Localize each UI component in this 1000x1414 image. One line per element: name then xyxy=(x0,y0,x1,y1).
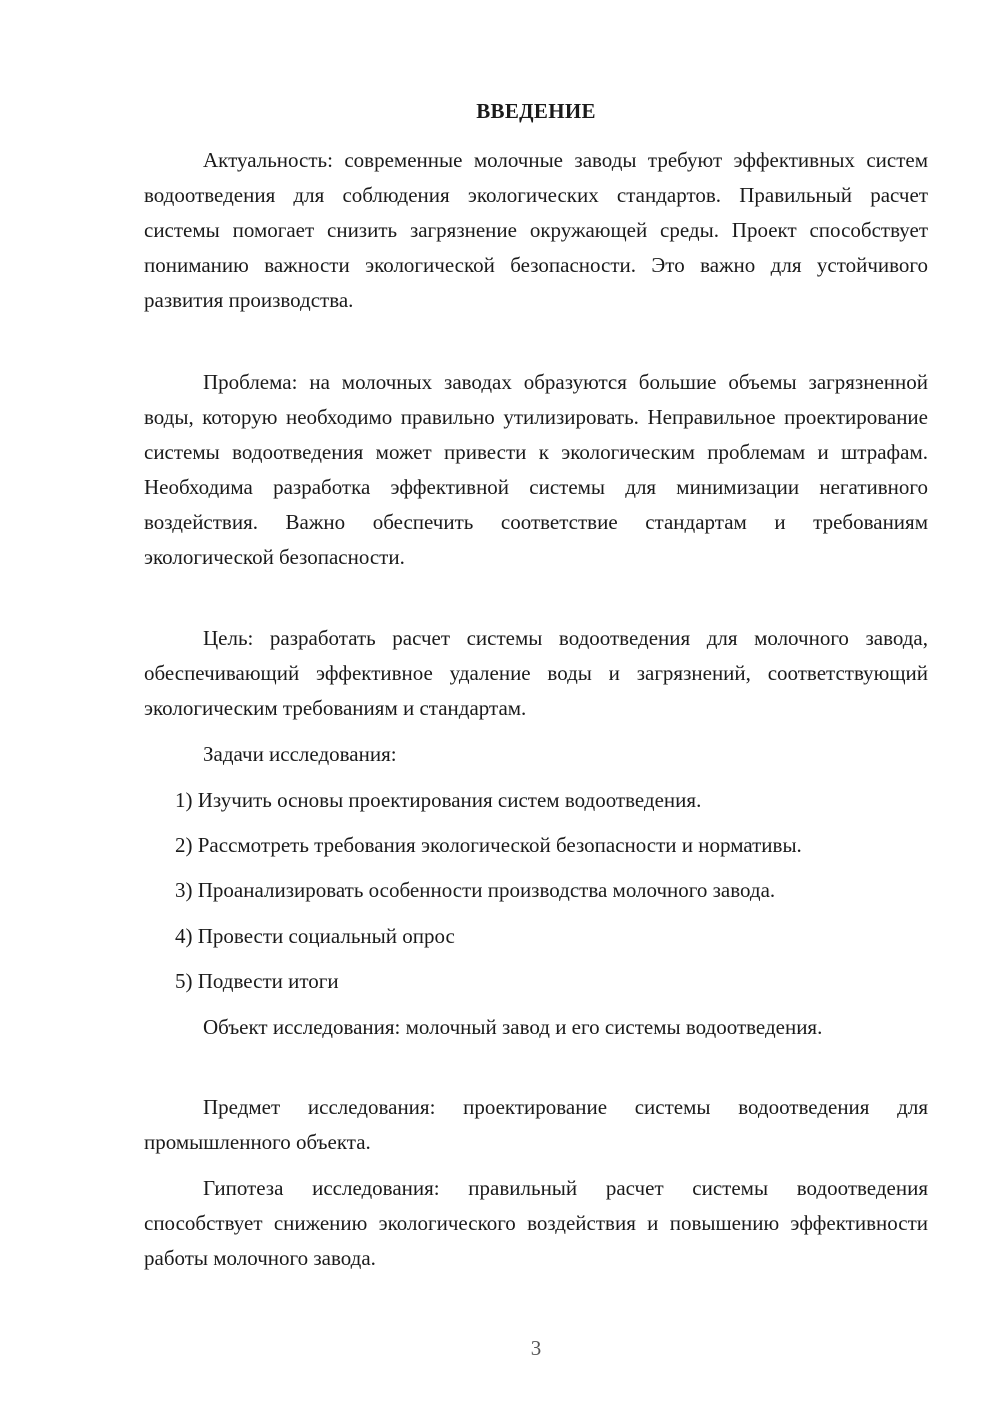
paragraph-problem: Проблема: на молочных заводах образуются большие объемы загрязненной воды, которую необходимо правильно утилизировать. Неправильное проектирование системы водоотведения может привести к экологическим проблемам и штрафам. Необходима разработка эффективной системы для минимизации негативного воздействия. Важно обеспечить соответствие стандартам и требованиям экологической безопасности. xyxy=(144,370,928,569)
task-item: 3) Проанализировать особенности производства молочного завода. xyxy=(175,878,776,902)
task-item: 4) Провести социальный опрос xyxy=(175,924,455,948)
task-item: 1) Изучить основы проектирования систем водоотведения. xyxy=(175,788,702,812)
paragraph-relevance: Актуальность: современные молочные заводы требуют эффективных систем водоотведения для соблюдения экологических стандартов. Правильный расчет системы помогает снизить загрязнение окружающей среды. Проект способствует пониманию важности экологической безопасности. Это важно для устойчивого развития производства. xyxy=(144,148,928,312)
document-page xyxy=(144,0,928,1414)
paragraph-subject: Предмет исследования: проектирование системы водоотведения для промышленного объекта. xyxy=(144,1095,928,1154)
tasks-heading: Задачи исследования: xyxy=(203,742,397,766)
paragraph-goal: Цель: разработать расчет системы водоотведения для молочного завода, обеспечивающий эффективное удаление воды и загрязнений, соответствующий экологическим требованиям и стандартам. xyxy=(144,626,928,720)
task-item: 2) Рассмотреть требования экологической безопасности и нормативы. xyxy=(175,833,802,857)
paragraph-hypothesis: Гипотеза исследования: правильный расчет системы водоотведения способствует снижению экологического воздействия и повышению эффективности работы молочного завода. xyxy=(144,1176,928,1270)
page-number: 3 xyxy=(530,1336,542,1360)
paragraph-object: Объект исследования: молочный завод и его системы водоотведения. xyxy=(203,1015,823,1039)
section-title: ВВЕДЕНИЕ xyxy=(476,99,596,123)
task-item: 5) Подвести итоги xyxy=(175,969,339,993)
